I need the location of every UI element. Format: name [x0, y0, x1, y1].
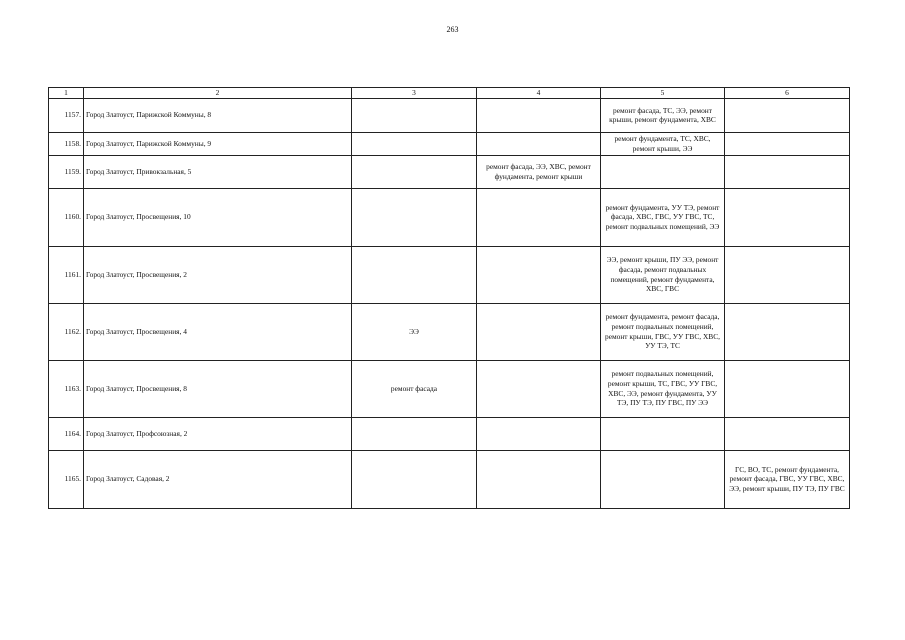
table-row — [49, 303, 850, 360]
col5-cell: ремонт фасада, ТС, ЭЭ, ремонт крыши, ремонт фундамента, ХВС — [601, 98, 725, 132]
col6-cell — [725, 246, 850, 303]
col6-cell — [725, 155, 850, 188]
col5-cell: ремонт фундамента, УУ ТЭ, ремонт фасада, ХВС, ГВС, УУ ГВС, ТС, ремонт подвальных помещений, ЭЭ — [601, 188, 725, 246]
col6-cell — [725, 98, 850, 132]
col6-cell — [725, 303, 850, 360]
row-number: 1163. — [49, 360, 84, 417]
row-number: 1158. — [49, 132, 84, 155]
table-row — [49, 246, 850, 303]
row-number: 1162. — [49, 303, 84, 360]
col4-cell — [477, 246, 601, 303]
address-cell: Город Златоуст, Парижской Коммуны, 9 — [84, 132, 352, 155]
address-cell: Город Златоуст, Просвещения, 4 — [84, 303, 352, 360]
row-number: 1159. — [49, 155, 84, 188]
col3-cell — [352, 246, 477, 303]
address-cell: Город Златоуст, Парижской Коммуны, 8 — [84, 98, 352, 132]
row-number: 1160. — [49, 188, 84, 246]
address-cell: Город Златоуст, Садовая, 2 — [84, 450, 352, 508]
table-row — [49, 98, 850, 132]
col5-cell: ЭЭ, ремонт крыши, ПУ ЭЭ, ремонт фасада, ремонт подвальных помещений, ремонт фундамента, ХВС, ГВС — [601, 246, 725, 303]
col6-cell — [725, 132, 850, 155]
row-number: 1165. — [49, 450, 84, 508]
header-row — [49, 88, 850, 99]
header-cell: 1 — [49, 88, 84, 99]
col4-cell: ремонт фасада, ЭЭ, ХВС, ремонт фундамента, ремонт крыши — [477, 155, 601, 188]
header-cell: 3 — [352, 88, 477, 99]
table-row — [49, 450, 850, 508]
col4-cell — [477, 188, 601, 246]
table-row — [49, 132, 850, 155]
col3-cell — [352, 417, 477, 450]
col6-cell: ГС, ВО, ТС, ремонт фундамента, ремонт фасада, ГВС, УУ ГВС, ХВС, ЭЭ, ремонт крыши, ПУ ТЭ, ПУ ГВС — [725, 450, 850, 508]
table-row — [49, 188, 850, 246]
table-row — [49, 155, 850, 188]
col6-cell — [725, 188, 850, 246]
col3-cell: ремонт фасада — [352, 360, 477, 417]
col5-cell: ремонт подвальных помещений, ремонт крыши, ТС, ГВС, УУ ГВС, ХВС, ЭЭ, ремонт фундамента, УУ ТЭ, ПУ ТЭ, ПУ ГВС, ПУ ЭЭ — [601, 360, 725, 417]
address-cell: Город Златоуст, Просвещения, 8 — [84, 360, 352, 417]
col6-cell — [725, 417, 850, 450]
col4-cell — [477, 98, 601, 132]
header-cell: 5 — [601, 88, 725, 99]
col3-cell — [352, 132, 477, 155]
col5-cell: ремонт фундамента, ТС, ХВС, ремонт крыши, ЭЭ — [601, 132, 725, 155]
header-cell: 6 — [725, 88, 850, 99]
address-cell: Город Златоуст, Просвещения, 10 — [84, 188, 352, 246]
col4-cell — [477, 303, 601, 360]
col5-cell — [601, 155, 725, 188]
col4-cell — [477, 450, 601, 508]
col5-cell — [601, 417, 725, 450]
col5-cell — [601, 450, 725, 508]
address-cell: Город Златоуст, Привокзальная, 5 — [84, 155, 352, 188]
address-cell: Город Златоуст, Просвещения, 2 — [84, 246, 352, 303]
col3-cell — [352, 98, 477, 132]
repair-table — [48, 87, 850, 509]
col6-cell — [725, 360, 850, 417]
col4-cell — [477, 417, 601, 450]
header-cell: 4 — [477, 88, 601, 99]
col5-cell: ремонт фундамента, ремонт фасада, ремонт подвальных помещений, ремонт крыши, ГВС, УУ ГВС, ХВС, УУ ТЭ, ТС — [601, 303, 725, 360]
table-row — [49, 360, 850, 417]
page-number: 263 — [446, 25, 459, 34]
col3-cell — [352, 188, 477, 246]
col3-cell — [352, 450, 477, 508]
row-number: 1157. — [49, 98, 84, 132]
col3-cell: ЭЭ — [352, 303, 477, 360]
col4-cell — [477, 132, 601, 155]
address-cell: Город Златоуст, Профсоюзная, 2 — [84, 417, 352, 450]
row-number: 1161. — [49, 246, 84, 303]
header-cell: 2 — [84, 88, 352, 99]
row-number: 1164. — [49, 417, 84, 450]
table-row — [49, 417, 850, 450]
col3-cell — [352, 155, 477, 188]
col4-cell — [477, 360, 601, 417]
